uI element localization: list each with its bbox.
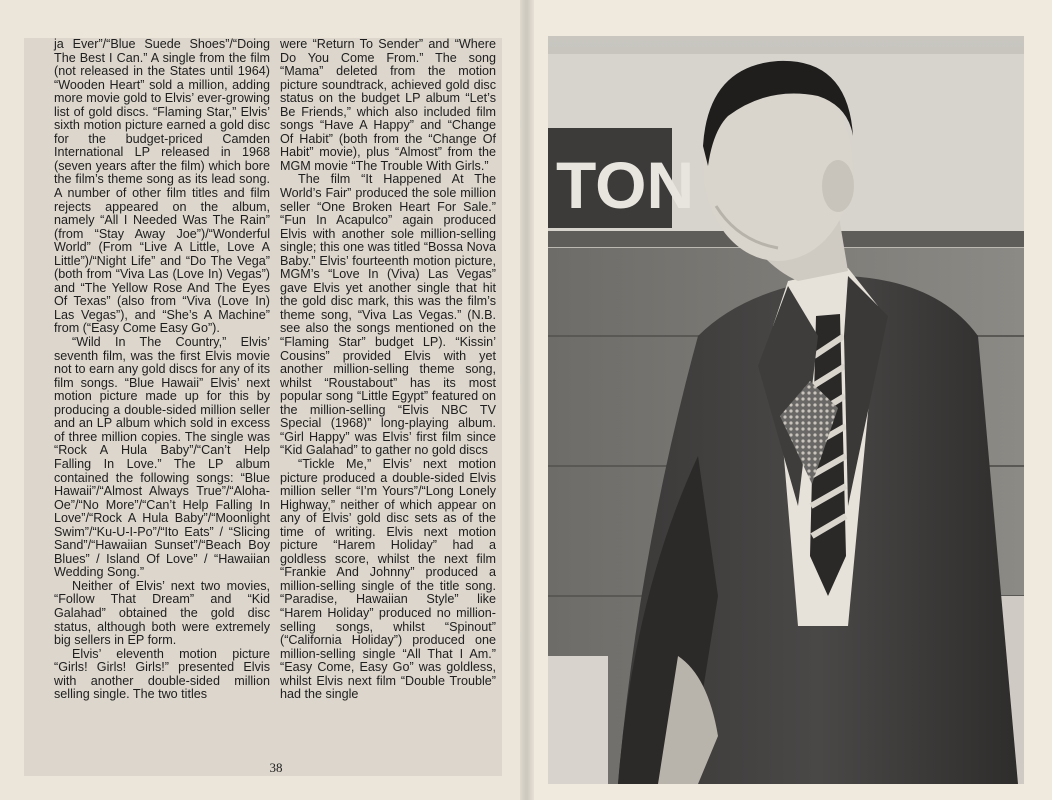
sign-text: TON: [556, 148, 695, 222]
paragraph: were “Return To Sender” and “Where Do You Come From.” The song “Mama” deleted from the motion picture soundtrack, achieved gold disc status on the budget LP album “Let’s Be Friends,” which also included film songs “Have A Happy” and “Change Of Habit” (both from the “Change Of Habit” movie), plus “Almost” from the MGM movie “The Trouble With Girls.”: [280, 37, 496, 173]
paragraph: “Tickle Me,” Elvis’ next motion picture produced a double-sided Elvis million seller “I’m Yours”/“Long Lonely Highway,” neither of which appear on any of Elvis’ gold disc sets as of the time of writing. Elvis next motion picture “Harem Holiday” had a goldless score, whilst the next film “Frankie And Johnny” produced a million-selling single of the title song. “Paradise, Hawaiian Style” like “Harem Holiday” produced no million-selling songs, whilst “Spinout” (“California Holiday”) produced one million-selling single “All That I Am.” “Easy Come, Easy Go” was goldless, whilst Elvis next film “Double Trouble” had the single: [280, 456, 496, 702]
text-column-right: [280, 38, 496, 702]
paragraph: “Wild In The Country,” Elvis’ seventh film, was the first Elvis movie not to earn any gold discs for any of its film songs. “Blue Hawaii” Elvis’ next motion picture made up for this by producing a double-sided million seller and an LP album which sold in excess of three million copies. The single was “Rock A Hula Baby”/“Can’t Help Falling In Love.” The LP album contained the following songs: “Blue Hawaii”/“Almost Always True”/“Aloha-Oe”/“No More”/“Can’t Help Falling In Love”/“Rock A Hula Baby”/“Moonlight Swim”/“Ku-U-I-Po”/“Ito Eats” / “Slicing Sand”/“Hawaiian Sunset”/“Beach Boy Blues” / Island Of Love” / “Hawaiian Wedding Song.”: [54, 335, 270, 580]
paragraph: Elvis’ eleventh motion picture “Girls! Girls! Girls!” presented Elvis with another double-sided million selling single. The two titles: [54, 646, 270, 702]
text-column-left: [54, 38, 270, 702]
photo-illustration: [548, 36, 1024, 784]
paragraph: The film “It Happened At The World’s Fair” produced the sole million seller “One Broken Heart For Sale.” “Fun In Acapulco” again produced Elvis with another sole million-selling single; this one was titled “Bossa Nova Baby.” Elvis’ fourteenth motion picture, MGM’s “Love In (Viva) Las Vegas” gave Elvis yet another single that hit the gold disc mark, this was the film’s theme song, “Viva Las Vegas.” (N.B. see also the songs mentioned on the “Flaming Star” budget LP). “Kissin’ Cousins” provided Elvis with yet another million-selling theme song, whilst “Roustabout” has its most popular song “Little Egypt” featured on the million-selling “Elvis NBC TV Special (1968)” long-playing album. “Girl Happy” was Elvis’ first film since “Kid Galahad” to gather no gold discs: [280, 172, 496, 458]
photograph: [548, 36, 1024, 784]
paragraph: ja Ever”/“Blue Suede Shoes”/“Doing The Best I Can.” A single from the film (not released in the States until 1964) “Wooden Heart” sold a million, adding more movie gold to Elvis’ ever-growing list of gold discs. “Flaming Star,” Elvis’ sixth motion picture earned a gold disc for the budget-priced Camden International LP released in 1968 (seven years after the film) which bore the film’s theme song as its lead song. A number of other film titles and film rejects appeared on the album, namely “All I Needed Was The Rain” (from “Stay Away Joe”)/“Wonderful World” (From “Live A Little, Love A Little”)/“Night Life” and “Do The Vega” (both from “Viva Las (Love In) Vegas”) and “The Yellow Rose And The Eyes Of Texas” (also from “Viva (Love In) Las Vegas”), and “She’s A Machine” from (“Easy Come Easy Go”).: [54, 37, 270, 336]
text-block: [24, 38, 502, 776]
book-gutter: [520, 0, 534, 800]
page-number: 38: [269, 760, 283, 775]
paragraph: Neither of Elvis’ next two movies, “Follow That Dream” and “Kid Galahad” obtained the gold disc status, although both were extremely big sellers in EP form.: [54, 578, 270, 648]
